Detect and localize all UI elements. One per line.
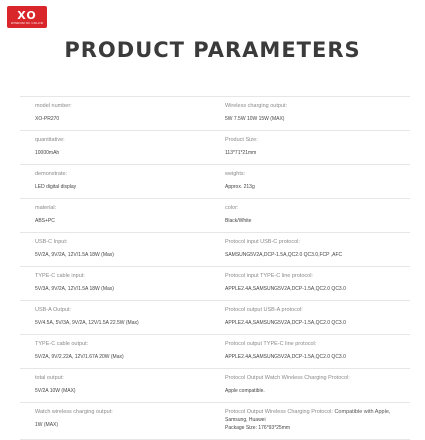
parameters-table bbox=[20, 96, 410, 440]
param-value: APPLE2.4A,SAMSUNG5V2A,DCP-1.5A,QC2.0 QC3.0 bbox=[225, 320, 346, 326]
param-typec-input-protocol bbox=[225, 272, 415, 293]
param-label: demonstrate: bbox=[35, 171, 68, 177]
param-weight bbox=[225, 170, 415, 191]
param-label: TYPE-C cable output: bbox=[35, 341, 89, 347]
param-value: Black/White bbox=[225, 218, 252, 224]
param-label: quantitative: bbox=[35, 137, 65, 143]
param-value: 5V/3A, 9V/2A, 12V/1.5A 18W (Max) bbox=[35, 286, 114, 292]
param-label: Product Size: bbox=[225, 137, 258, 143]
param-wireless-output bbox=[225, 102, 415, 123]
param-value: ABS+PC bbox=[35, 218, 55, 224]
param-row bbox=[20, 402, 410, 440]
logo-mark: XO bbox=[17, 8, 37, 22]
param-usba-output-protocol bbox=[225, 306, 415, 327]
param-product-size bbox=[225, 136, 415, 157]
param-label: total output: bbox=[35, 375, 64, 381]
param-label: weights: bbox=[225, 171, 246, 177]
param-value: 113*71*21mm bbox=[225, 150, 257, 156]
param-value: SAMSUNG5V2A,DCP-1.5A,QC2.0 QC3.0,FCP ,AFC bbox=[225, 252, 343, 258]
param-label: model number: bbox=[35, 103, 72, 109]
page-title: PRODUCT PARAMETERS bbox=[64, 38, 361, 62]
param-model-number bbox=[35, 102, 220, 123]
param-value: 10000mAh bbox=[35, 150, 60, 156]
param-value: Samsung, Huawei bbox=[225, 417, 266, 423]
param-value: Approx. 213g bbox=[225, 184, 255, 190]
param-label: Watch wireless charging output: bbox=[35, 409, 113, 415]
param-label: USB-C Input: bbox=[35, 239, 68, 245]
param-label: USB-A Output: bbox=[35, 307, 72, 313]
param-label: Wireless charging output: bbox=[225, 103, 288, 109]
param-typec-cable-input bbox=[35, 272, 220, 293]
param-value: APPLE2.4A,SAMSUNG5V2A,DCP-1.5A,QC2.0 QC3.0 bbox=[225, 286, 346, 292]
param-value: 5W 7.5W 10W 15W (MAX) bbox=[225, 116, 285, 122]
param-row bbox=[20, 96, 410, 130]
param-row bbox=[20, 164, 410, 198]
param-row bbox=[20, 266, 410, 300]
param-watch-wireless-output bbox=[35, 408, 220, 429]
param-label: TYPE-C cable input: bbox=[35, 273, 85, 279]
param-value: 5V/2A, 9V/2.22A, 12V/1.67A 20W (Max) bbox=[35, 354, 124, 360]
param-label: material: bbox=[35, 205, 57, 211]
param-display bbox=[35, 170, 220, 191]
param-row bbox=[20, 300, 410, 334]
param-usbc-input bbox=[35, 238, 220, 259]
param-row bbox=[20, 130, 410, 164]
param-value: XO-PR270 bbox=[35, 116, 60, 122]
package-size: Package Size: 176*93*25mm bbox=[225, 425, 291, 431]
param-row bbox=[20, 198, 410, 232]
param-row bbox=[20, 368, 410, 402]
param-value: LED digital display bbox=[35, 184, 77, 190]
param-watch-wireless-protocol bbox=[225, 374, 415, 395]
param-row bbox=[20, 334, 410, 368]
logo-tagline: WISDOM OF COLOR bbox=[10, 20, 44, 25]
param-label: Protocol output TYPE-C line protocol: bbox=[225, 341, 317, 347]
param-value: Apple compatible. bbox=[225, 388, 265, 394]
param-label: Protocol Output Wireless Charging Protocol: bbox=[225, 409, 333, 415]
param-color bbox=[225, 204, 415, 225]
param-quantitative bbox=[35, 136, 220, 157]
param-wireless-protocol bbox=[225, 408, 415, 432]
param-label: Protocol output USB-A protocol: bbox=[225, 307, 303, 313]
param-label-extra: Compatible with Apple, bbox=[334, 409, 391, 415]
param-material bbox=[35, 204, 220, 225]
param-total-output bbox=[35, 374, 220, 395]
param-value: APPLE2.4A,SAMSUNG5V2A,DCP-1.5A,QC2.0 QC3.0 bbox=[225, 354, 346, 360]
param-label: Protocol input USB-C protocol: bbox=[225, 239, 300, 245]
param-usba-output bbox=[35, 306, 220, 327]
param-typec-output-protocol bbox=[225, 340, 415, 361]
param-label-line bbox=[225, 408, 415, 416]
param-typec-cable-output bbox=[35, 340, 220, 361]
param-label: Protocol input TYPE-C line protocol: bbox=[225, 273, 313, 279]
param-value: 5V/4.5A, 5V/3A, 9V/2A, 12V/1.5A 22.5W (Max) bbox=[35, 320, 139, 326]
brand-logo bbox=[7, 6, 47, 28]
param-label: Protocol Output Watch Wireless Charging Protocol: bbox=[225, 375, 350, 381]
param-label: color: bbox=[225, 205, 239, 211]
param-value: 1W (MAX) bbox=[35, 422, 59, 428]
param-row bbox=[20, 232, 410, 266]
param-usbc-input-protocol bbox=[225, 238, 415, 259]
param-value: 5V/2A 10W (MAX) bbox=[35, 388, 76, 394]
param-value: 5V/2A, 9V/2A, 12V/1.5A 18W (Max) bbox=[35, 252, 114, 258]
